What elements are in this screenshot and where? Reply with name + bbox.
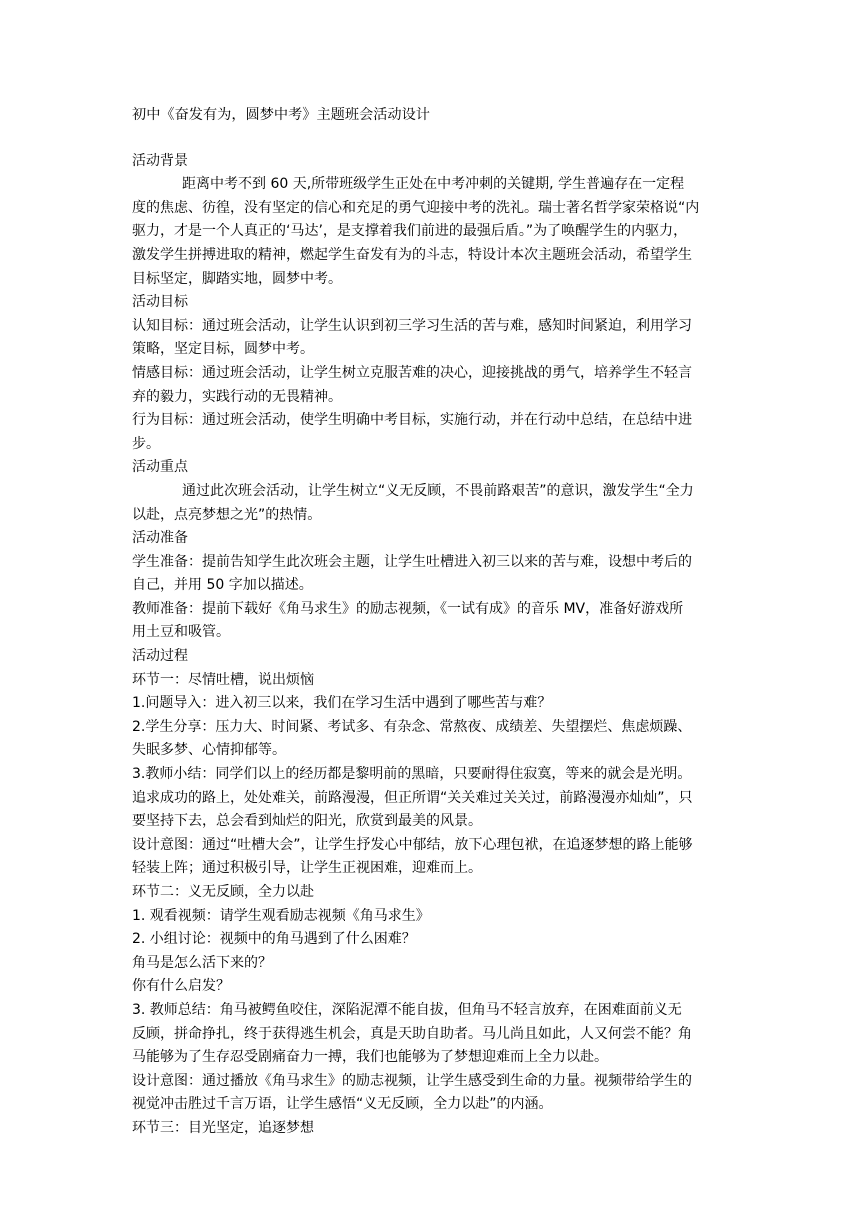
- paragraph-line: 失眠多梦、心情抑郁等。: [132, 742, 286, 758]
- paragraph-line: 度的焦虑、彷徨，没有坚定的信心和充足的勇气迎接中考的洗礼。瑞士著名哲学家荣格说“内: [132, 200, 700, 216]
- paragraph-line: 1.问题导入：进入初三以来，我们在学习生活中遇到了哪些苦与难？: [132, 695, 552, 711]
- paragraph-line: 2. 小组讨论：视频中的角马遇到了什么困难？: [132, 931, 416, 947]
- paragraph-line: 用土豆和吸管。: [132, 624, 230, 640]
- document-title: 初中《奋发有为，圆梦中考》主题班会活动设计: [132, 107, 430, 123]
- paragraph-line: 追求成功的路上，处处难关，前路漫漫，但正所谓“关关难过关关过，前路漫漫亦灿灿”，只: [132, 790, 693, 806]
- paragraph-line: 学生准备：提前告知学生此次班会主题，让学生吐槽进入初三以来的苦与难，设想中考后的: [132, 554, 692, 570]
- paragraph-line: 以赴，点亮梦想之光”的热情。: [132, 507, 322, 523]
- paragraph-line: 步。: [132, 436, 160, 452]
- paragraph-line: 目标坚定，脚踏实地，圆梦中考。: [132, 271, 342, 287]
- paragraph-line: 弃的毅力，实践行动的无畏精神。: [132, 389, 342, 405]
- section-heading-prep: 活动准备: [132, 530, 188, 546]
- stage-heading-3: 环节三：目光坚定，追逐梦想: [132, 1120, 314, 1136]
- paragraph-line: 反顾，拼命挣扎，终于获得逃生机会，真是天助自助者。马儿尚且如此，人又何尝不能？角: [132, 1026, 692, 1042]
- paragraph-line: 激发学生拼搏进取的精神，燃起学生奋发有为的斗志，特设计本次主题班会活动，希望学生: [132, 247, 692, 263]
- section-heading-goals: 活动目标: [132, 294, 188, 310]
- paragraph-line: 设计意图：通过“吐槽大会”，让学生抒发心中郁结，放下心理包袱，在追逐梦想的路上能够: [132, 837, 693, 853]
- paragraph-line: 情感目标：通过班会活动，让学生树立克服苦难的决心，迎接挑战的勇气，培养学生不轻言: [132, 365, 692, 381]
- paragraph-line: 距离中考不到 60 天,所带班级学生正处在中考冲刺的关键期, 学生普遍存在一定程: [182, 176, 685, 192]
- paragraph-line: 行为目标：通过班会活动，使学生明确中考目标，实施行动，并在行动中总结，在总结中进: [132, 412, 692, 428]
- section-heading-focus: 活动重点: [132, 459, 188, 475]
- paragraph-line: 视觉冲击胜过千言万语，让学生感悟“义无反顾，全力以赴”的内涵。: [132, 1096, 553, 1112]
- paragraph-line: 自己，并用 50 字加以描述。: [132, 577, 313, 593]
- paragraph-line: 3. 教师总结：角马被鳄鱼咬住，深陷泥潭不能自拔，但角马不轻言放弃，在困难面前义无: [132, 1002, 682, 1018]
- paragraph-line: 认知目标：通过班会活动，让学生认识到初三学习生活的苦与难，感知时间紧迫，利用学习: [132, 318, 692, 334]
- paragraph-line: 1. 观看视频：请学生观看励志视频《角马求生》: [132, 908, 430, 924]
- paragraph-line: 要坚持下去，总会看到灿烂的阳光，欣赏到最美的风景。: [132, 813, 482, 829]
- paragraph-line: 你有什么启发？: [132, 978, 230, 994]
- stage-heading-2: 环节二：义无反顾，全力以赴: [132, 884, 314, 900]
- paragraph-line: 角马是怎么活下来的？: [132, 955, 272, 971]
- paragraph-line: 3.教师小结：同学们以上的经历都是黎明前的黑暗，只要耐得住寂寞，等来的就会是光明。: [132, 766, 692, 782]
- section-heading-background: 活动背景: [132, 153, 188, 169]
- section-heading-process: 活动过程: [132, 648, 188, 664]
- paragraph-line: 通过此次班会活动，让学生树立“义无反顾，不畏前路艰苦”的意识，激发学生“全力: [182, 483, 694, 499]
- paragraph-line: 设计意图：通过播放《角马求生》的励志视频，让学生感受到生命的力量。视频带给学生的: [132, 1073, 692, 1089]
- stage-heading-1: 环节一：尽情吐槽，说出烦恼: [132, 672, 314, 688]
- paragraph-line: 轻装上阵；通过积极引导，让学生正视困难，迎难而上。: [132, 860, 482, 876]
- paragraph-line: 策略，坚定目标，圆梦中考。: [132, 341, 314, 357]
- paragraph-line: 马能够为了生存忍受剧痛奋力一搏，我们也能够为了梦想迎难而上全力以赴。: [132, 1049, 608, 1065]
- paragraph-line: 教师准备：提前下载好《角马求生》的励志视频，《一试有成》的音乐 MV，准备好游戏所: [132, 601, 684, 617]
- paragraph-line: 2.学生分享：压力大、时间紧、考试多、有杂念、常熬夜、成绩差、失望摆烂、焦虑烦躁、: [132, 719, 692, 735]
- paragraph-line: 驱力，才是一个人真正的‘马达’，是支撑着我们前进的最强后盾。”为了唤醒学生的内驱力，: [132, 223, 688, 239]
